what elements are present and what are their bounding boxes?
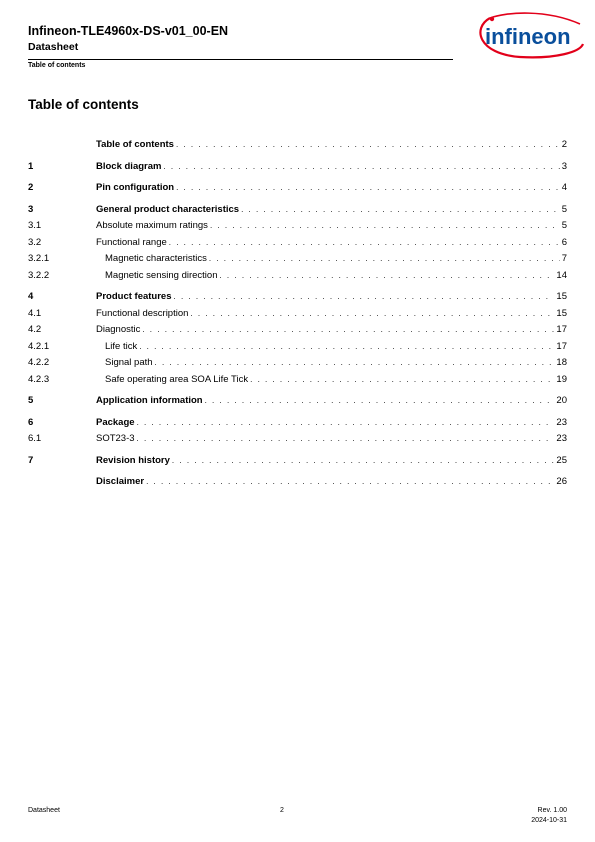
toc-entry[interactable]: [28, 236, 567, 250]
toc-entry[interactable]: [28, 138, 567, 152]
footer-page-number: 2: [280, 807, 284, 814]
toc-leader-dots: [190, 307, 554, 321]
toc-entry-line: [105, 252, 567, 266]
toc-entry-line: [96, 323, 567, 337]
toc-entry-number: 4.2.3: [28, 374, 50, 385]
toc-entry-number: 6.1: [28, 433, 42, 444]
toc-entry-title[interactable]: Block diagram: [96, 161, 162, 172]
toc-entry-page[interactable]: 18: [556, 357, 567, 368]
toc-entry-page[interactable]: 15: [556, 291, 567, 302]
toc-entry-page[interactable]: 2: [561, 139, 567, 150]
toc-entry-title[interactable]: Safe operating area SOA Life Tick: [105, 374, 249, 385]
toc-leader-dots: [163, 160, 559, 174]
toc-entry-page[interactable]: 19: [556, 374, 567, 385]
logo-wordmark: infineon: [485, 24, 571, 49]
toc-entry-line: [96, 290, 567, 304]
toc-entry[interactable]: [28, 373, 567, 387]
toc-entry-title[interactable]: Pin configuration: [96, 182, 175, 193]
toc-entry-line: [96, 219, 567, 233]
toc-entry-line: [96, 475, 567, 489]
toc-entry-page[interactable]: 25: [556, 455, 567, 466]
toc-entry-number: 5: [28, 395, 34, 406]
toc-entry-title[interactable]: Functional range: [96, 237, 167, 248]
toc-entry-title[interactable]: Application information: [96, 395, 203, 406]
footer-doc-type: Datasheet: [28, 807, 60, 814]
toc-entry-page[interactable]: 7: [561, 253, 567, 264]
toc-entry-line: [96, 454, 567, 468]
toc-entry-number: 3: [28, 204, 34, 215]
toc-leader-dots: [250, 373, 554, 387]
toc-entry-title[interactable]: Table of contents: [96, 139, 174, 150]
toc-entry-line: [105, 373, 567, 387]
toc-entry-title[interactable]: Revision history: [96, 455, 170, 466]
toc-entry-page[interactable]: 17: [556, 341, 567, 352]
footer-date: 2024-10-31: [531, 817, 567, 824]
toc-entry-page[interactable]: 5: [561, 204, 567, 215]
toc-leader-dots: [169, 236, 560, 250]
toc-entry[interactable]: [28, 307, 567, 321]
toc-entry-title[interactable]: Magnetic sensing direction: [105, 270, 218, 281]
infineon-logo: [476, 10, 588, 62]
toc-entry-number: 7: [28, 455, 34, 466]
toc-entry-number: 3.2: [28, 237, 42, 248]
toc-entry-number: 3.2.2: [28, 270, 50, 281]
toc-entry[interactable]: [28, 394, 567, 408]
toc-entry[interactable]: [28, 252, 567, 266]
toc-entry-page[interactable]: 3: [561, 161, 567, 172]
toc-entry-number: 3.1: [28, 220, 42, 231]
document-title: Infineon-TLE4960x-DS-v01_00-EN: [28, 24, 229, 38]
toc-leader-dots: [142, 323, 554, 337]
toc-entry-page[interactable]: 26: [556, 476, 567, 487]
toc-entry-number: 4.2: [28, 324, 42, 335]
toc-entry-number: 4: [28, 291, 34, 302]
toc-leader-dots: [146, 475, 554, 489]
toc-entry-title[interactable]: Magnetic characteristics: [105, 253, 207, 264]
header-divider: [28, 59, 453, 60]
toc-entry-title[interactable]: Absolute maximum ratings: [96, 220, 208, 231]
toc-entry-number: 4.2.1: [28, 341, 50, 352]
toc-entry-line: [96, 236, 567, 250]
toc-entry-page[interactable]: 17: [556, 324, 567, 335]
toc-entry-line: [96, 138, 567, 152]
toc-entry-line: [96, 203, 567, 217]
toc-entry-line: [96, 432, 567, 446]
toc-entry-line: [105, 269, 567, 283]
toc-entry-page[interactable]: 23: [556, 433, 567, 444]
toc-entry-number: 2: [28, 182, 34, 193]
toc-entry-number: 6: [28, 417, 34, 428]
toc-entry[interactable]: [28, 432, 567, 446]
toc-entry[interactable]: [28, 323, 567, 337]
toc-entry-page[interactable]: 4: [561, 182, 567, 193]
toc-leader-dots: [241, 203, 560, 217]
page-title: Table of contents: [28, 97, 139, 112]
toc-entry-line: [96, 307, 567, 321]
toc-entry-title[interactable]: Signal path: [105, 357, 153, 368]
header-section-label: Table of contents: [28, 62, 86, 69]
logo-dot: [490, 17, 494, 21]
toc-entry-line: [96, 394, 567, 408]
toc-entry-line: [105, 340, 567, 354]
toc-leader-dots: [137, 432, 555, 446]
document-type: Datasheet: [28, 41, 79, 53]
toc-entry[interactable]: [28, 269, 567, 283]
toc-entry[interactable]: [28, 160, 567, 174]
toc-leader-dots: [174, 290, 555, 304]
toc-entry-number: 4.1: [28, 308, 42, 319]
toc-entry-number: 3.2.1: [28, 253, 50, 264]
toc-entry-number: 4.2.2: [28, 357, 50, 368]
toc-entry-page[interactable]: 14: [556, 270, 567, 281]
logo-swoosh-top: [490, 13, 580, 24]
toc-entry-title[interactable]: Product features: [96, 291, 172, 302]
toc-entry-title[interactable]: Life tick: [105, 341, 138, 352]
toc-entry-title[interactable]: Functional description: [96, 308, 189, 319]
toc-entry[interactable]: [28, 340, 567, 354]
toc-leader-dots: [210, 219, 560, 233]
toc-leader-dots: [172, 454, 555, 468]
toc-entry-number: 1: [28, 161, 34, 172]
toc-leader-dots: [209, 252, 560, 266]
toc-entry-title[interactable]: Disclaimer: [96, 476, 145, 487]
toc-entry-line: [105, 356, 567, 370]
toc-entry[interactable]: [28, 290, 567, 304]
toc-entry-page[interactable]: 6: [561, 237, 567, 248]
footer-revision: Rev. 1.00: [537, 807, 567, 814]
toc-entry-title[interactable]: Package: [96, 417, 135, 428]
toc-leader-dots: [219, 269, 554, 283]
toc-entry-page[interactable]: 23: [556, 417, 567, 428]
toc-entry-title[interactable]: Diagnostic: [96, 324, 141, 335]
toc-entry-page[interactable]: 5: [561, 220, 567, 231]
toc-entry[interactable]: [28, 356, 567, 370]
toc-entry[interactable]: [28, 219, 567, 233]
toc-leader-dots: [137, 416, 555, 430]
toc-entry-line: [96, 160, 567, 174]
toc-leader-dots: [176, 138, 560, 152]
toc-entry[interactable]: [28, 475, 567, 489]
toc-entry-page[interactable]: 15: [556, 308, 567, 319]
toc-entry[interactable]: [28, 454, 567, 468]
toc-entry[interactable]: [28, 181, 567, 195]
toc-leader-dots: [155, 356, 555, 370]
toc-entry[interactable]: [28, 203, 567, 217]
toc-leader-dots: [205, 394, 555, 408]
toc-leader-dots: [176, 181, 560, 195]
toc-leader-dots: [139, 340, 554, 354]
toc-entry[interactable]: [28, 416, 567, 430]
toc-entry-line: [96, 181, 567, 195]
toc-entry-line: [96, 416, 567, 430]
toc-entry-page[interactable]: 20: [556, 395, 567, 406]
toc-entry-title[interactable]: SOT23-3: [96, 433, 135, 444]
toc-entry-title[interactable]: General product characteristics: [96, 204, 240, 215]
